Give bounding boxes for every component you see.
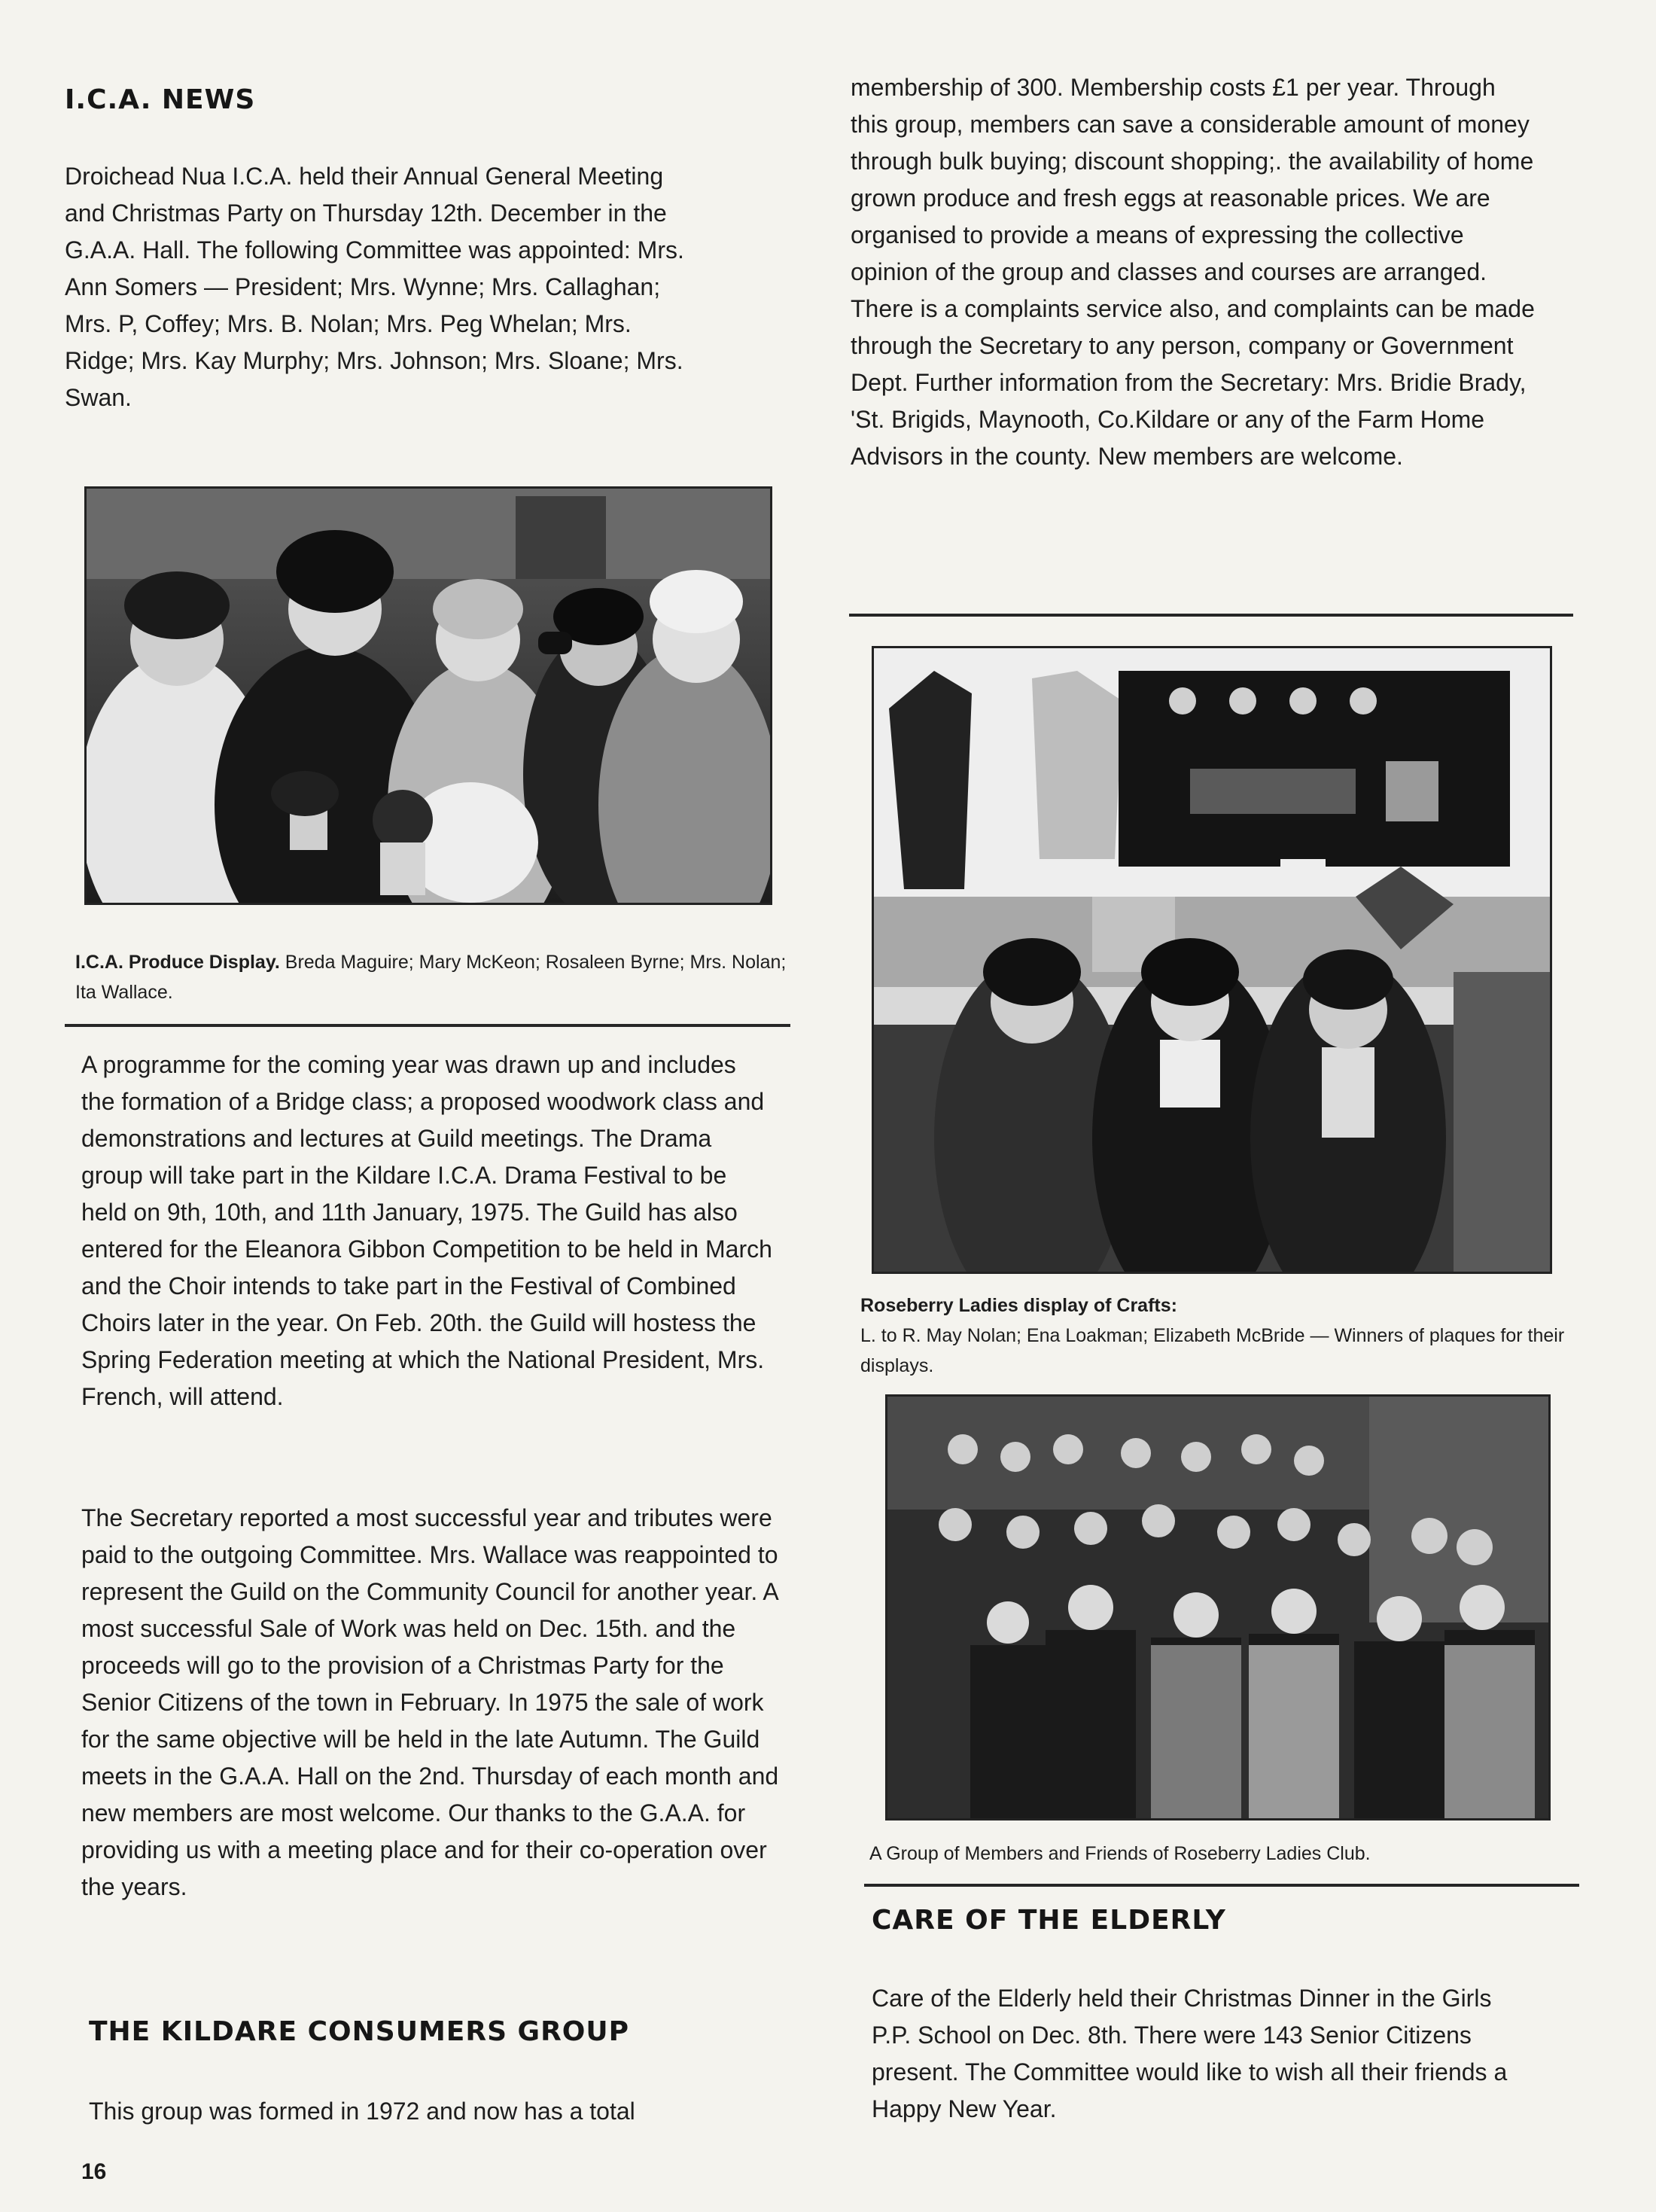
secretary-paragraph: The Secretary reported a most successful year and tributes were paid to the outgoing Committee. Mrs. Wallace was reappointed to represent the Guild on the Community Council for another year. A most successful Sale of Work was held on Dec. 15th. and the proceeds will go to the provision of a Christmas Party for the Senior Citizens of the town in February. In 1975 the sale of work for the same objective will be held in the late Autumn. The Guild meets in the G.A.A. Hall on the 2nd. Thursday of each month and new members are most welcome. Our thanks to the G.A.A. for providing us with a meeting place and for their co-operation over the years. <box>81 1504 779 1900</box>
care-of-elderly-heading: CARE OF THE ELDERLY <box>872 1905 1226 1936</box>
roseberry-group-caption: A Group of Members and Friends of Roseberry Ladies Club. <box>869 1843 1371 1864</box>
programme-paragraph: A programme for the coming year was drawn up and includes the formation of a Bridge class; a proposed woodwork class and demonstrations and lectures at Guild meetings. The Drama group will take part in the Kildare I.C.A. Drama Festival to be held on 9th, 10th, and 11th January, 1975. The Guild has also entered for the Eleanora Gibbon Competition to be held in March and the Choir intends to take part in the Festival of Combined Choirs later in the year. On Feb. 20th. the Guild will hostess the Spring Federation meeting at which the National President, Mrs. French, will attend. <box>81 1051 772 1410</box>
roseberry-crafts-photo <box>872 646 1552 1274</box>
roseberry-crafts-caption <box>860 1290 1575 1381</box>
roseberry-crafts-image <box>874 648 1550 1272</box>
caption-title: I.C.A. Produce Display. <box>75 952 280 973</box>
ica-produce-display-image <box>87 489 770 903</box>
ica-news-heading: I.C.A. NEWS <box>65 84 256 115</box>
ica-produce-display-photo <box>84 486 772 905</box>
caption-names: L. to R. May Nolan; Ena Loakman; Elizabeth McBride — Winners of plaques for their displays. <box>860 1325 1565 1376</box>
consumers-paragraph-start: This group was formed in 1972 and now has a total <box>89 2098 635 2125</box>
caption-names: Breda Maguire; Mary McKeon; Rosaleen Byrne; Mrs. Nolan; Ita Wallace. <box>75 952 787 1003</box>
consumers-paragraph-continued: membership of 300. Membership costs £1 per year. Through this group, members can save a considerable amount of money through bulk buying; discount shopping;. the availability of home grown produce and fresh eggs at reasonable prices. We are organised to provide a means of expressing the collective opinion of the group and classes and courses are arranged. There is a complaints service also, and complaints can be made through the Secretary to any person, company or Government Dept. Further information from the Secretary: Mrs. Bridie Brady, 'St. Brigids, Maynooth, Co.Kildare or any of the Farm Home Advisors in the county. New members are welcome. <box>851 74 1535 470</box>
ica-news-paragraph: Droichead Nua I.C.A. held their Annual General Meeting and Christmas Party on Thursday 12th. December in the G.A.A. Hall. The following Committee was appointed: Mrs. Ann Somers — President; Mrs. Wynne; Mrs. Callaghan; Mrs. P, Coffey; Mrs. B. Nolan; Mrs. Peg Whelan; Mrs. Ridge; Mrs. Kay Murphy; Mrs. Johnson; Mrs. Sloane; Mrs. Swan. <box>65 163 684 411</box>
care-of-elderly-paragraph: Care of the Elderly held their Christmas Dinner in the Girls P.P. School on Dec. 8th. There were 143 Senior Citizens present. The Committee would like to wish all their friends a Happy New Year. <box>872 1985 1508 2122</box>
left-divider <box>65 1024 790 1027</box>
roseberry-group-image <box>887 1397 1548 1818</box>
ica-produce-display-caption <box>75 947 790 1007</box>
right-divider-bottom <box>864 1884 1579 1887</box>
caption-title: Roseberry Ladies display of Crafts: <box>860 1295 1177 1316</box>
right-divider-top <box>849 614 1573 617</box>
kildare-consumers-heading: THE KILDARE CONSUMERS GROUP <box>89 2016 630 2047</box>
page-number: 16 <box>81 2159 107 2184</box>
roseberry-group-photo <box>885 1394 1551 1820</box>
